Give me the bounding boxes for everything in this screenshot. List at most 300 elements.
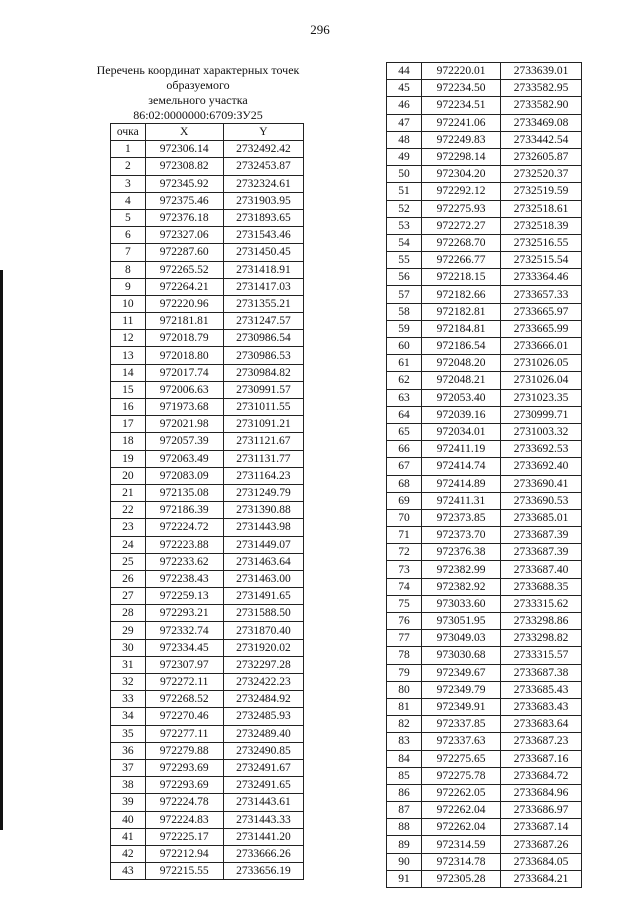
table-row xyxy=(387,784,582,801)
title-line: 86:02:0000000:6709:ЗУ25 xyxy=(133,108,263,122)
x-coordinate-cell: 972048.21 xyxy=(422,372,501,389)
y-coordinate-cell: 2733687.39 xyxy=(501,527,582,544)
point-number-cell: 55 xyxy=(387,252,422,269)
table-row xyxy=(111,330,304,347)
point-number-cell: 30 xyxy=(111,639,146,656)
point-number-cell: 54 xyxy=(387,234,422,251)
y-coordinate-cell: 2732490.85 xyxy=(223,742,303,759)
y-coordinate-cell: 2731920.02 xyxy=(223,639,303,656)
x-coordinate-cell: 972262.04 xyxy=(422,819,501,836)
x-coordinate-cell: 972298.14 xyxy=(422,148,501,165)
point-number-cell: 42 xyxy=(111,845,146,862)
y-coordinate-cell: 2732485.93 xyxy=(223,708,303,725)
x-coordinate-cell: 972293.69 xyxy=(145,777,223,794)
y-coordinate-cell: 2731026.05 xyxy=(501,355,582,372)
y-coordinate-cell: 2732519.59 xyxy=(501,183,582,200)
table-row xyxy=(111,467,304,484)
title-line: Перечень координат характерных точек xyxy=(96,63,300,77)
point-number-cell: 79 xyxy=(387,664,422,681)
table-row xyxy=(111,278,304,295)
title-line: образуемого xyxy=(166,78,230,92)
table-row xyxy=(387,870,582,887)
y-coordinate-cell: 2731417.03 xyxy=(223,278,303,295)
point-number-cell: 7 xyxy=(111,244,146,261)
x-coordinate-cell: 972234.51 xyxy=(422,97,501,114)
y-coordinate-cell: 2733665.97 xyxy=(501,303,582,320)
x-coordinate-cell: 972277.11 xyxy=(145,725,223,742)
y-coordinate-cell: 2730984.82 xyxy=(223,364,303,381)
x-coordinate-cell: 972275.93 xyxy=(422,200,501,217)
y-coordinate-cell: 2733665.99 xyxy=(501,320,582,337)
y-coordinate-cell: 2732515.54 xyxy=(501,252,582,269)
table-row xyxy=(387,320,582,337)
y-coordinate-cell: 2731355.21 xyxy=(223,295,303,312)
table-row xyxy=(111,622,304,639)
point-number-cell: 11 xyxy=(111,313,146,330)
table-row xyxy=(111,863,304,880)
y-coordinate-cell: 2731390.88 xyxy=(223,502,303,519)
x-coordinate-cell: 972414.74 xyxy=(422,458,501,475)
y-coordinate-cell: 2731449.07 xyxy=(223,536,303,553)
point-number-cell: 28 xyxy=(111,605,146,622)
point-number-cell: 57 xyxy=(387,286,422,303)
x-coordinate-cell: 972057.39 xyxy=(145,433,223,450)
y-coordinate-cell: 2733364.46 xyxy=(501,269,582,286)
table-row xyxy=(111,381,304,398)
table-row xyxy=(387,406,582,423)
table-row xyxy=(387,338,582,355)
y-coordinate-cell: 2731249.79 xyxy=(223,484,303,501)
x-coordinate-cell: 972279.88 xyxy=(145,742,223,759)
table-row xyxy=(387,252,582,269)
x-coordinate-cell: 972270.46 xyxy=(145,708,223,725)
y-coordinate-cell: 2731418.91 xyxy=(223,261,303,278)
table-row xyxy=(387,630,582,647)
x-coordinate-cell: 972006.63 xyxy=(145,381,223,398)
y-coordinate-cell: 2732453.87 xyxy=(223,158,303,175)
y-coordinate-cell: 2731903.95 xyxy=(223,192,303,209)
x-coordinate-cell: 972182.66 xyxy=(422,286,501,303)
point-number-cell: 91 xyxy=(387,870,422,887)
point-number-cell: 48 xyxy=(387,131,422,148)
table-row xyxy=(111,845,304,862)
x-coordinate-cell: 972305.28 xyxy=(422,870,501,887)
x-coordinate-cell: 972220.96 xyxy=(145,295,223,312)
table-row xyxy=(111,261,304,278)
point-number-cell: 60 xyxy=(387,338,422,355)
table-row xyxy=(111,141,304,158)
y-coordinate-cell: 2732516.55 xyxy=(501,234,582,251)
point-number-cell: 2 xyxy=(111,158,146,175)
y-coordinate-cell: 2733582.95 xyxy=(501,80,582,97)
x-coordinate-cell: 972048.20 xyxy=(422,355,501,372)
point-number-cell: 33 xyxy=(111,691,146,708)
table-row xyxy=(111,725,304,742)
table-row xyxy=(387,355,582,372)
y-coordinate-cell: 2731091.21 xyxy=(223,416,303,433)
table-row xyxy=(387,664,582,681)
point-number-cell: 52 xyxy=(387,200,422,217)
point-number-cell: 68 xyxy=(387,475,422,492)
header-y: Y xyxy=(223,124,303,141)
table-row xyxy=(387,372,582,389)
table-row xyxy=(387,853,582,870)
x-coordinate-cell: 972306.14 xyxy=(145,141,223,158)
scan-edge-bar xyxy=(0,270,3,830)
y-coordinate-cell: 2731011.55 xyxy=(223,399,303,416)
point-number-cell: 9 xyxy=(111,278,146,295)
x-coordinate-cell: 973030.68 xyxy=(422,647,501,664)
point-number-cell: 74 xyxy=(387,578,422,595)
y-coordinate-cell: 2733582.90 xyxy=(501,97,582,114)
x-coordinate-cell: 972224.72 xyxy=(145,519,223,536)
point-number-cell: 37 xyxy=(111,759,146,776)
y-coordinate-cell: 2731870.40 xyxy=(223,622,303,639)
table-row xyxy=(387,544,582,561)
point-number-cell: 27 xyxy=(111,588,146,605)
y-coordinate-cell: 2733315.62 xyxy=(501,595,582,612)
y-coordinate-cell: 2731026.04 xyxy=(501,372,582,389)
table-row xyxy=(111,674,304,691)
point-number-cell: 81 xyxy=(387,698,422,715)
point-number-cell: 21 xyxy=(111,484,146,501)
point-number-cell: 70 xyxy=(387,509,422,526)
y-coordinate-cell: 2731893.65 xyxy=(223,209,303,226)
y-coordinate-cell: 2733442.54 xyxy=(501,131,582,148)
table-row xyxy=(387,303,582,320)
y-coordinate-cell: 2733686.97 xyxy=(501,802,582,819)
point-number-cell: 4 xyxy=(111,192,146,209)
point-number-cell: 12 xyxy=(111,330,146,347)
point-number-cell: 87 xyxy=(387,802,422,819)
x-coordinate-cell: 972337.63 xyxy=(422,733,501,750)
y-coordinate-cell: 2733685.01 xyxy=(501,509,582,526)
x-coordinate-cell: 972223.88 xyxy=(145,536,223,553)
point-number-cell: 84 xyxy=(387,750,422,767)
table-row xyxy=(111,828,304,845)
table-row xyxy=(387,234,582,251)
y-coordinate-cell: 2733687.38 xyxy=(501,664,582,681)
x-coordinate-cell: 972262.05 xyxy=(422,784,501,801)
y-coordinate-cell: 2731164.23 xyxy=(223,467,303,484)
x-coordinate-cell: 972327.06 xyxy=(145,227,223,244)
x-coordinate-cell: 972238.43 xyxy=(145,570,223,587)
table-row xyxy=(111,811,304,828)
x-coordinate-cell: 972181.81 xyxy=(145,313,223,330)
y-coordinate-cell: 2733687.23 xyxy=(501,733,582,750)
x-coordinate-cell: 972304.20 xyxy=(422,166,501,183)
point-number-cell: 24 xyxy=(111,536,146,553)
point-number-cell: 6 xyxy=(111,227,146,244)
point-number-cell: 65 xyxy=(387,423,422,440)
x-coordinate-cell: 972382.99 xyxy=(422,561,501,578)
y-coordinate-cell: 2731131.77 xyxy=(223,450,303,467)
y-coordinate-cell: 2733315.57 xyxy=(501,647,582,664)
table-row xyxy=(387,97,582,114)
point-number-cell: 50 xyxy=(387,166,422,183)
point-number-cell: 8 xyxy=(111,261,146,278)
x-coordinate-cell: 972373.85 xyxy=(422,509,501,526)
x-coordinate-cell: 972337.85 xyxy=(422,716,501,733)
table-row xyxy=(387,148,582,165)
table-row xyxy=(111,605,304,622)
point-number-cell: 85 xyxy=(387,767,422,784)
x-coordinate-cell: 972373.70 xyxy=(422,527,501,544)
table-row xyxy=(111,794,304,811)
table-row xyxy=(111,347,304,364)
point-number-cell: 80 xyxy=(387,681,422,698)
point-number-cell: 49 xyxy=(387,148,422,165)
point-number-cell: 61 xyxy=(387,355,422,372)
table-row xyxy=(387,836,582,853)
point-number-cell: 23 xyxy=(111,519,146,536)
x-coordinate-cell: 972225.17 xyxy=(145,828,223,845)
x-coordinate-cell: 972334.45 xyxy=(145,639,223,656)
x-coordinate-cell: 972275.78 xyxy=(422,767,501,784)
table-row xyxy=(387,750,582,767)
point-number-cell: 32 xyxy=(111,674,146,691)
y-coordinate-cell: 2730991.57 xyxy=(223,381,303,398)
table-row xyxy=(111,209,304,226)
y-coordinate-cell: 2733666.26 xyxy=(223,845,303,862)
y-coordinate-cell: 2731463.00 xyxy=(223,570,303,587)
point-number-cell: 18 xyxy=(111,433,146,450)
table-row xyxy=(387,114,582,131)
point-number-cell: 22 xyxy=(111,502,146,519)
point-number-cell: 36 xyxy=(111,742,146,759)
y-coordinate-cell: 2733684.05 xyxy=(501,853,582,870)
point-number-cell: 14 xyxy=(111,364,146,381)
point-number-cell: 56 xyxy=(387,269,422,286)
table-row xyxy=(111,588,304,605)
table-row xyxy=(111,777,304,794)
point-number-cell: 5 xyxy=(111,209,146,226)
point-number-cell: 15 xyxy=(111,381,146,398)
point-number-cell: 44 xyxy=(387,63,422,80)
table-row xyxy=(387,200,582,217)
point-number-cell: 88 xyxy=(387,819,422,836)
y-coordinate-cell: 2731543.46 xyxy=(223,227,303,244)
table-row xyxy=(387,802,582,819)
table-row xyxy=(387,458,582,475)
y-coordinate-cell: 2730986.53 xyxy=(223,347,303,364)
y-coordinate-cell: 2731443.98 xyxy=(223,519,303,536)
x-coordinate-cell: 972411.19 xyxy=(422,441,501,458)
point-number-cell: 66 xyxy=(387,441,422,458)
x-coordinate-cell: 972018.80 xyxy=(145,347,223,364)
table-row xyxy=(111,450,304,467)
x-coordinate-cell: 972349.91 xyxy=(422,698,501,715)
point-number-cell: 47 xyxy=(387,114,422,131)
x-coordinate-cell: 972186.39 xyxy=(145,502,223,519)
table-row xyxy=(387,183,582,200)
x-coordinate-cell: 972268.52 xyxy=(145,691,223,708)
x-coordinate-cell: 973033.60 xyxy=(422,595,501,612)
y-coordinate-cell: 2732518.61 xyxy=(501,200,582,217)
y-coordinate-cell: 2732491.65 xyxy=(223,777,303,794)
point-number-cell: 59 xyxy=(387,320,422,337)
x-coordinate-cell: 972272.11 xyxy=(145,674,223,691)
y-coordinate-cell: 2733685.43 xyxy=(501,681,582,698)
x-coordinate-cell: 972259.13 xyxy=(145,588,223,605)
x-coordinate-cell: 972308.82 xyxy=(145,158,223,175)
x-coordinate-cell: 972063.49 xyxy=(145,450,223,467)
coordinates-table-right xyxy=(386,62,582,888)
x-coordinate-cell: 972414.89 xyxy=(422,475,501,492)
y-coordinate-cell: 2733683.64 xyxy=(501,716,582,733)
x-coordinate-cell: 972218.15 xyxy=(422,269,501,286)
point-number-cell: 17 xyxy=(111,416,146,433)
y-coordinate-cell: 2733687.16 xyxy=(501,750,582,767)
point-number-cell: 75 xyxy=(387,595,422,612)
point-number-cell: 78 xyxy=(387,647,422,664)
y-coordinate-cell: 2731023.35 xyxy=(501,389,582,406)
point-number-cell: 73 xyxy=(387,561,422,578)
table-row xyxy=(387,527,582,544)
y-coordinate-cell: 2732518.39 xyxy=(501,217,582,234)
y-coordinate-cell: 2733684.72 xyxy=(501,767,582,784)
point-number-cell: 43 xyxy=(111,863,146,880)
x-coordinate-cell: 972382.92 xyxy=(422,578,501,595)
point-number-cell: 51 xyxy=(387,183,422,200)
y-coordinate-cell: 2733298.86 xyxy=(501,613,582,630)
table-row xyxy=(111,175,304,192)
y-coordinate-cell: 2731463.64 xyxy=(223,553,303,570)
point-number-cell: 19 xyxy=(111,450,146,467)
y-coordinate-cell: 2732605.87 xyxy=(501,148,582,165)
document-title xyxy=(78,63,318,123)
table-row xyxy=(387,578,582,595)
point-number-cell: 10 xyxy=(111,295,146,312)
point-number-cell: 71 xyxy=(387,527,422,544)
x-coordinate-cell: 972307.97 xyxy=(145,656,223,673)
point-number-cell: 1 xyxy=(111,141,146,158)
table-row xyxy=(387,389,582,406)
table-row xyxy=(387,647,582,664)
table-row xyxy=(387,217,582,234)
point-number-cell: 67 xyxy=(387,458,422,475)
table-row xyxy=(111,227,304,244)
y-coordinate-cell: 2732520.37 xyxy=(501,166,582,183)
point-number-cell: 16 xyxy=(111,399,146,416)
table-row xyxy=(111,570,304,587)
table-row xyxy=(111,433,304,450)
point-number-cell: 41 xyxy=(111,828,146,845)
y-coordinate-cell: 2733657.33 xyxy=(501,286,582,303)
table-row xyxy=(111,759,304,776)
table-row xyxy=(111,536,304,553)
header-point-number: очка xyxy=(111,124,146,141)
x-coordinate-cell: 972224.83 xyxy=(145,811,223,828)
y-coordinate-cell: 2731450.45 xyxy=(223,244,303,261)
point-number-cell: 76 xyxy=(387,613,422,630)
table-row xyxy=(387,767,582,784)
x-coordinate-cell: 972293.21 xyxy=(145,605,223,622)
table-row xyxy=(387,733,582,750)
table-row xyxy=(387,595,582,612)
point-number-cell: 69 xyxy=(387,492,422,509)
x-coordinate-cell: 972053.40 xyxy=(422,389,501,406)
x-coordinate-cell: 972375.46 xyxy=(145,192,223,209)
y-coordinate-cell: 2733687.39 xyxy=(501,544,582,561)
point-number-cell: 20 xyxy=(111,467,146,484)
point-number-cell: 82 xyxy=(387,716,422,733)
x-coordinate-cell: 972293.69 xyxy=(145,759,223,776)
table-row xyxy=(111,244,304,261)
x-coordinate-cell: 972265.52 xyxy=(145,261,223,278)
y-coordinate-cell: 2732492.42 xyxy=(223,141,303,158)
x-coordinate-cell: 972411.31 xyxy=(422,492,501,509)
x-coordinate-cell: 972224.78 xyxy=(145,794,223,811)
y-coordinate-cell: 2731003.32 xyxy=(501,423,582,440)
table-row xyxy=(387,166,582,183)
x-coordinate-cell: 972212.94 xyxy=(145,845,223,862)
page-number: 296 xyxy=(310,22,330,37)
table-row xyxy=(387,63,582,80)
y-coordinate-cell: 2733690.41 xyxy=(501,475,582,492)
point-number-cell: 89 xyxy=(387,836,422,853)
y-coordinate-cell: 2733469.08 xyxy=(501,114,582,131)
x-coordinate-cell: 972215.55 xyxy=(145,863,223,880)
x-coordinate-cell: 972186.54 xyxy=(422,338,501,355)
table-row xyxy=(387,423,582,440)
y-coordinate-cell: 2732484.92 xyxy=(223,691,303,708)
y-coordinate-cell: 2732422.23 xyxy=(223,674,303,691)
point-number-cell: 64 xyxy=(387,406,422,423)
y-coordinate-cell: 2733690.53 xyxy=(501,492,582,509)
table-row xyxy=(387,698,582,715)
x-coordinate-cell: 972017.74 xyxy=(145,364,223,381)
point-number-cell: 86 xyxy=(387,784,422,801)
x-coordinate-cell: 971973.68 xyxy=(145,399,223,416)
point-number-cell: 31 xyxy=(111,656,146,673)
x-coordinate-cell: 972220.01 xyxy=(422,63,501,80)
x-coordinate-cell: 972233.62 xyxy=(145,553,223,570)
table-row xyxy=(111,313,304,330)
x-coordinate-cell: 972083.09 xyxy=(145,467,223,484)
y-coordinate-cell: 2733692.40 xyxy=(501,458,582,475)
x-coordinate-cell: 972268.70 xyxy=(422,234,501,251)
table-row xyxy=(387,492,582,509)
table-row xyxy=(111,519,304,536)
y-coordinate-cell: 2732324.61 xyxy=(223,175,303,192)
x-coordinate-cell: 972287.60 xyxy=(145,244,223,261)
point-number-cell: 35 xyxy=(111,725,146,742)
table-row xyxy=(387,561,582,578)
x-coordinate-cell: 972266.77 xyxy=(422,252,501,269)
y-coordinate-cell: 2731441.20 xyxy=(223,828,303,845)
table-row xyxy=(387,80,582,97)
x-coordinate-cell: 973049.03 xyxy=(422,630,501,647)
table-row xyxy=(387,131,582,148)
x-coordinate-cell: 972234.50 xyxy=(422,80,501,97)
x-coordinate-cell: 972039.16 xyxy=(422,406,501,423)
x-coordinate-cell: 972034.01 xyxy=(422,423,501,440)
point-number-cell: 26 xyxy=(111,570,146,587)
y-coordinate-cell: 2732297.28 xyxy=(223,656,303,673)
table-row xyxy=(387,716,582,733)
table-row xyxy=(387,509,582,526)
x-coordinate-cell: 972184.81 xyxy=(422,320,501,337)
x-coordinate-cell: 972249.83 xyxy=(422,131,501,148)
y-coordinate-cell: 2733656.19 xyxy=(223,863,303,880)
x-coordinate-cell: 972135.08 xyxy=(145,484,223,501)
table-row xyxy=(111,364,304,381)
x-coordinate-cell: 972272.27 xyxy=(422,217,501,234)
y-coordinate-cell: 2733298.82 xyxy=(501,630,582,647)
x-coordinate-cell: 972018.79 xyxy=(145,330,223,347)
table-row xyxy=(387,286,582,303)
